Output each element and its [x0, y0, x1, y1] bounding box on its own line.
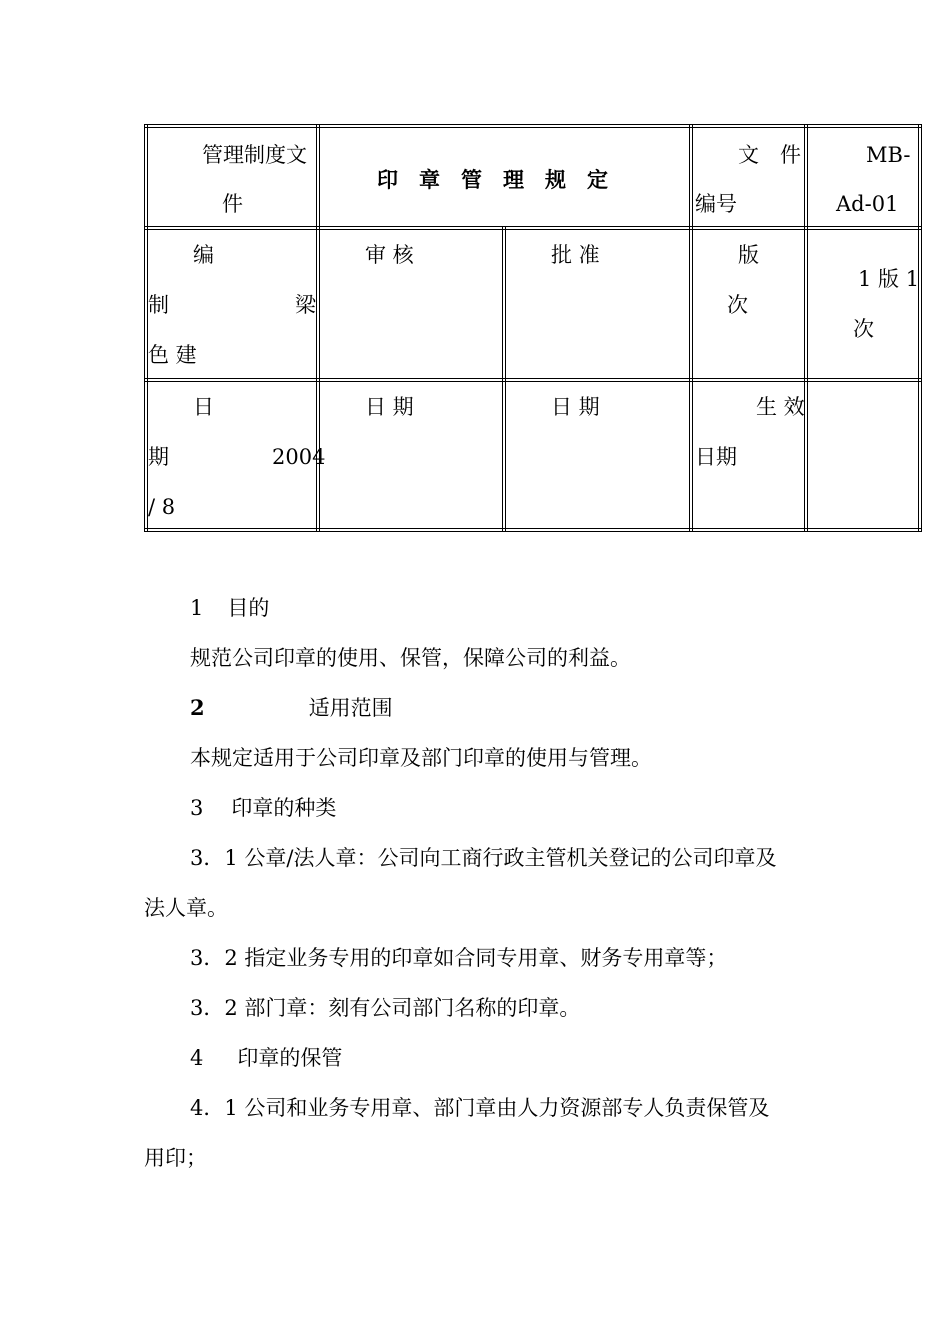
section-4-1-line1: 4．1 公司和业务专用章、部门章由人力资源部专人负责保管及 [190, 1096, 770, 1120]
date-line3: / 8 [148, 495, 176, 519]
effective-label-line1: 生 效 [756, 395, 805, 419]
section-3-1-line2: 法人章。 [144, 896, 228, 920]
section-1-number: 1 [190, 596, 204, 620]
approve-cell [506, 230, 689, 378]
doc-title: 印 章 管 理 规 定 [377, 167, 608, 192]
compiler-cell [148, 230, 316, 378]
section-3-1-line1: 3．1 公章/法人章：公司向工商行政主管机关登记的公司印章及 [190, 846, 777, 870]
file-no-label-cell [693, 128, 804, 226]
section-4-heading [190, 1045, 342, 1071]
date-line2a: 期 [148, 445, 169, 469]
section-4-number: 4 [190, 1046, 204, 1070]
section-4-title: 印章的保管 [237, 1046, 343, 1070]
section-2-title: 适用范围 [308, 696, 393, 720]
section-3-heading [190, 795, 336, 821]
review-date-label: 日 期 [365, 395, 414, 419]
section-3-2b: 3．2 部门章：刻有公司部门名称的印章。 [190, 996, 581, 1020]
version-label-cell [693, 230, 804, 378]
version-line1: 1 版 1 [858, 267, 920, 291]
compile-line2b: 梁 [295, 293, 316, 317]
file-no-label-line2: 编号 [695, 192, 737, 216]
doc-type-line1: 管理制度文 [202, 143, 307, 167]
section-3-title: 印章的种类 [231, 796, 337, 820]
date-line2b: 2004 [272, 445, 326, 469]
file-no-cell [808, 128, 918, 226]
approve-date-cell [506, 382, 689, 528]
section-1-text: 规范公司印章的使用、保管，保障公司的利益。 [190, 646, 631, 670]
effective-date-label-cell [693, 382, 804, 528]
file-no-line2: Ad-01 [836, 192, 899, 216]
compile-line2a: 制 [148, 293, 169, 317]
compile-line1: 编 [193, 243, 214, 267]
section-2-number: 2 [190, 695, 205, 720]
section-4-1-line2: 用印； [144, 1146, 207, 1170]
file-no-label-line1: 文 件 [738, 143, 801, 167]
approve-date-label: 日 期 [551, 395, 600, 419]
version-cell [808, 230, 918, 378]
version-line2: 次 [853, 317, 874, 341]
approve-label: 批 准 [551, 243, 600, 267]
effective-label-line2: 日期 [695, 445, 737, 469]
doc-type-line2: 件 [222, 192, 243, 216]
section-3-number: 3 [190, 796, 204, 820]
version-label-line1: 版 [738, 243, 759, 267]
date-cell [148, 382, 326, 528]
section-2-text: 本规定适用于公司印章及部门印章的使用与管理。 [190, 746, 652, 770]
section-1-heading [190, 595, 269, 621]
section-3-2a: 3．2 指定业务专用的印章如合同专用章、财务专用章等； [190, 946, 728, 970]
section-1-title: 目的 [227, 596, 270, 620]
date-line1: 日 [193, 395, 214, 419]
review-cell [320, 230, 502, 378]
review-date-cell [320, 382, 502, 528]
doc-title-cell [320, 128, 689, 226]
version-label-line2: 次 [727, 293, 748, 317]
review-label: 审 核 [365, 243, 414, 267]
doc-type-cell [148, 128, 316, 226]
file-no-line1: MB- [866, 143, 911, 167]
effective-date-cell [808, 382, 918, 528]
compile-line3: 色 建 [148, 343, 197, 367]
section-2-heading [190, 695, 393, 721]
header-table [144, 124, 922, 532]
